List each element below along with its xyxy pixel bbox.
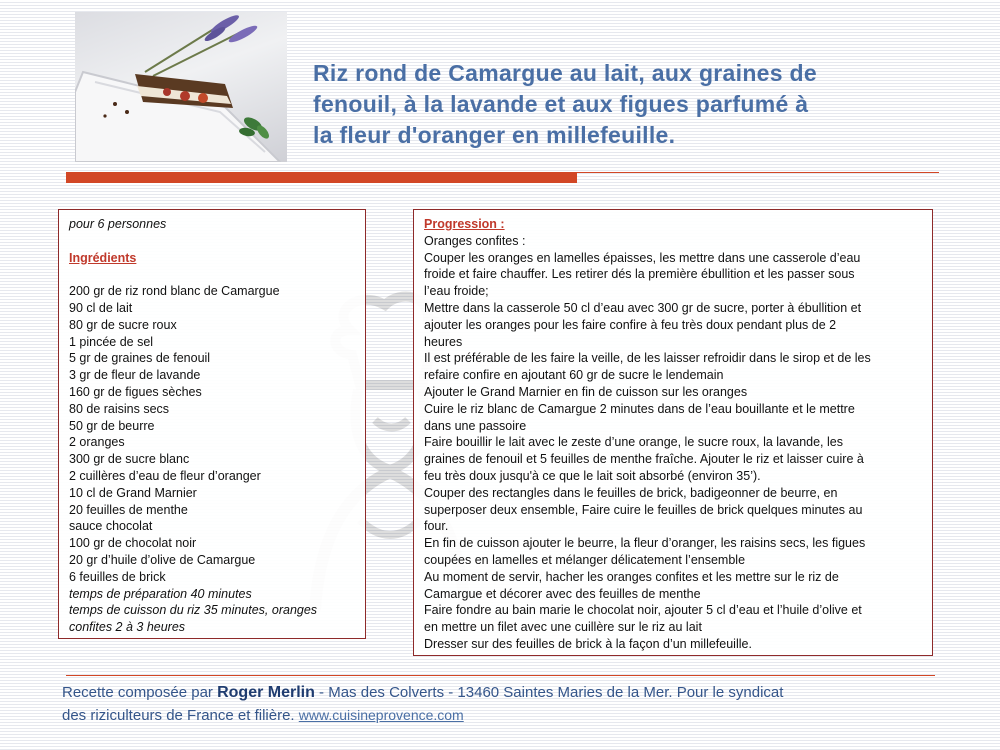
ingredient-item: 20 feuilles de menthe: [69, 502, 188, 517]
servings-text: pour 6 personnes: [69, 217, 167, 231]
step-line: Il est préférable de les faire la veille, de les laisser refroidir dans le sirop et de les: [424, 351, 871, 366]
step-line: refaire confire en ajoutant 60 gr de sucre le lendemain: [424, 368, 724, 383]
step-line: Couper les oranges en lamelles épaisses, les mettre dans une casserole d’eau: [424, 250, 861, 265]
step-line: heures: [424, 334, 463, 349]
step-line: Faire fondre au bain marie le chocolat noir, ajouter 5 cl d’eau et l’huile d’olive et: [424, 603, 862, 618]
step-line: Oranges confites :: [424, 233, 526, 248]
step-line: dans une passoire: [424, 418, 527, 433]
step-line: ajouter les oranges pour les faire confire à feu très doux pendant plus de 2: [424, 317, 837, 332]
time-text: confites 2 à 3 heures: [69, 620, 186, 635]
ingredient-item: 20 gr d’huile d’olive de Camargue: [69, 552, 256, 567]
title-divider-bar: [66, 172, 577, 183]
ingredient-item: 200 gr de riz rond blanc de Camargue: [69, 284, 280, 299]
step-line: l’eau froide;: [424, 284, 489, 299]
step-line: Au moment de servir, hacher les oranges confites et les mettre sur le riz de: [424, 569, 839, 584]
ingredient-item: 100 gr de chocolat noir: [69, 536, 197, 551]
ingredient-item: sauce chocolat: [69, 519, 153, 534]
author-name: Roger Merlin: [217, 684, 315, 701]
time-text: temps de cuisson du riz 35 minutes, oranges: [69, 603, 318, 618]
ingredient-item: 50 gr de beurre: [69, 418, 155, 433]
step-line: Camargue et décorer avec des feuilles de menthe: [424, 586, 701, 601]
ingredient-item: 80 de raisins secs: [69, 401, 170, 416]
title-line: la fleur d'oranger en millefeuille.: [313, 122, 676, 148]
step-line: feu très doux jusqu'à ce que le lait soit absorbé (environ 35’).: [424, 468, 761, 483]
ingredients-box: [58, 209, 366, 639]
dessert-photo: [75, 12, 287, 162]
ingredient-item: 300 gr de sucre blanc: [69, 452, 190, 467]
step-line: En fin de cuisson ajouter le beurre, la fleur d’oranger, les raisins secs, les figues: [424, 536, 866, 551]
progression-heading: Progression :: [424, 217, 505, 231]
ingredient-item: 90 cl de lait: [69, 300, 133, 315]
step-line: Ajouter le Grand Marnier en fin de cuisson sur les oranges: [424, 384, 748, 399]
step-line: Faire bouillir le lait avec le zeste d’une orange, le sucre roux, la lavande, les: [424, 435, 843, 450]
time-text: temps de préparation 40 minutes: [69, 586, 252, 601]
step-line: four.: [424, 519, 449, 534]
ingredient-item: 2 cuillères d’eau de fleur d’oranger: [69, 468, 261, 483]
footer-line2: des riziculteurs de France et filière.: [62, 707, 299, 724]
step-line: Cuire le riz blanc de Camargue 2 minutes dans de l’eau bouillante et le mettre: [424, 401, 855, 416]
footer-divider: [66, 675, 935, 676]
footer-credit: [62, 682, 962, 727]
title-divider-line: [577, 172, 939, 173]
ingredient-item: 1 pincée de sel: [69, 334, 154, 349]
website-link[interactable]: www.cuisineprovence.com: [298, 707, 464, 723]
step-line: coupées en lamelles et mélanger délicatement l’ensemble: [424, 552, 746, 567]
step-line: Dresser sur des feuilles de brick à la façon d’un millefeuille.: [424, 636, 752, 651]
step-line: Couper des rectangles dans le feuilles de brick, badigeonner de beurre, en: [424, 485, 838, 500]
ingredient-item: 160 gr de figues sèches: [69, 384, 202, 399]
step-line: graines de fenouil et 5 feuilles de menthe fraîche. Ajouter le riz et laisser cuire à: [424, 452, 864, 467]
ingredients-heading: Ingrédients: [69, 250, 137, 265]
ingredient-item: 10 cl de Grand Marnier: [69, 485, 197, 500]
step-line: en mettre un filet avec une cuillère sur le riz au lait: [424, 620, 702, 635]
title-line: Riz rond de Camargue au lait, aux graines de: [313, 60, 817, 86]
ingredient-item: 80 gr de sucre roux: [69, 317, 177, 332]
footer-prefix: Recette composée par: [62, 684, 218, 701]
step-line: superposer deux ensemble, Faire cuire le feuilles de brick quelques minutes au: [424, 502, 863, 517]
footer-address: - Mas des Colverts - 13460 Saintes Maries de la Mer. Pour le syndicat: [314, 684, 784, 701]
step-line: Mettre dans la casserole 50 cl d’eau avec 300 gr de sucre, porter à ébullition et: [424, 300, 862, 315]
recipe-title: [313, 58, 973, 151]
ingredient-item: 5 gr de graines de fenouil: [69, 351, 211, 366]
step-line: froide et faire chauffer. Les retirer dés la première ébullition et les passer sous: [424, 267, 855, 282]
title-line: fenouil, à la lavande et aux figues parfumé à: [313, 91, 809, 117]
progression-box: [413, 209, 933, 656]
ingredient-item: 6 feuilles de brick: [69, 569, 166, 584]
ingredient-item: 2 oranges: [69, 435, 125, 450]
ingredient-item: 3 gr de fleur de lavande: [69, 368, 201, 383]
